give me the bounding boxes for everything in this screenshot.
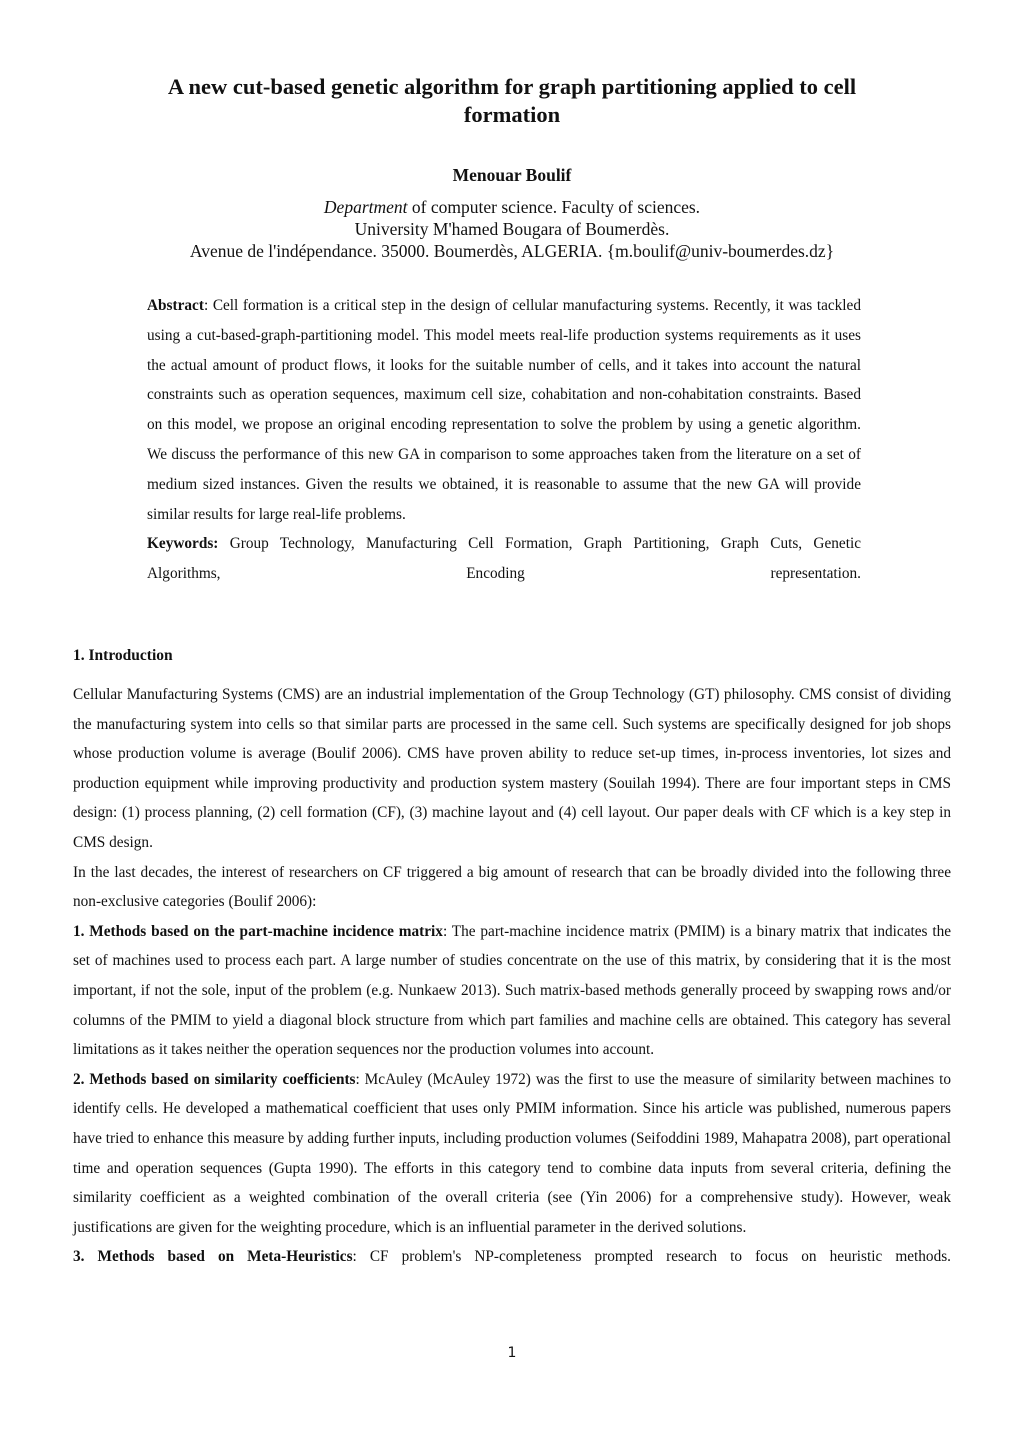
abstract-paragraph: [147, 291, 861, 529]
category-item-2-label: 2. Methods based on similarity coefficients: [73, 1070, 356, 1088]
intro-paragraph-1: Cellular Manufacturing Systems (CMS) are an industrial implementation of the Group Technology (GT) philosophy. CMS consist of dividing the manufacturing system into cells so that similar parts are processed in the same cell. Such systems are specifically designed for job shops whose production volume is average (Boulif 2006). CMS have proven ability to reduce set-up times, in-process inventories, lot sizes and production equipment while improving productivity and production system mastery (Souilah 1994). There are four important steps in CMS design: (1) process planning, (2) cell formation (CF), (3) machine layout and (4) cell layout. Our paper deals with CF which is a key step in CMS design.: [73, 686, 951, 851]
section-heading-introduction: 1. Introduction: [73, 647, 173, 664]
department-rest: of computer science. Faculty of sciences.: [407, 197, 701, 217]
intro-paragraph-2: In the last decades, the interest of researchers on CF triggered a big amount of research that can be broadly divided into the following three non-exclusive categories (Boulif 2006):: [73, 863, 951, 911]
abstract-label: Abstract: [147, 297, 204, 314]
category-item-1-text: : The part-machine incidence matrix (PMIM) is a binary matrix that indicates the set of machines used to process each part. A large number of studies concentrate on the use of this matrix, by considering that it is the most important, if not the sole, input of the problem (e.g. Nunkaew 2013). Such matrix-based methods generally proceed by swapping rows and/or columns of the PMIM to yield a diagonal block structure from which part families and machine cells are obtained. This category has several limitations as it takes neither the operation sequences nor the production volumes into account.: [73, 922, 952, 1059]
paper-title: A new cut-based genetic algorithm for graph partitioning applied to cell formation: [167, 74, 857, 127]
affiliation-block: [130, 196, 894, 262]
affiliation-university: University M'hamed Bougara of Boumerdès.: [354, 219, 670, 239]
abstract-text: : Cell formation is a critical step in the design of cellular manufacturing systems. Recently, it was tackled using a cut-based-graph-partitioning model. This model meets real-life production systems requirements as it uses the actual amount of product flows, it looks for the suitable number of cells, and it takes into account the natural constraints such as operation sequences, maximum cell size, cohabitation and non-cohabitation constraints. Based on this model, we propose an original encoding representation to solve the problem by using a genetic algorithm. We discuss the performance of this new GA in comparison to some approaches taken from the literature on a set of medium sized instances. Given the results we obtained, it is reasonable to assume that the new GA will provide similar results for large real-life problems.: [147, 297, 861, 523]
category-item-2-text: : McAuley (McAuley 1972) was the first to use the measure of similarity between machines to identify cells. He developed a mathematical coefficient that uses only PMIM information. Since his article was published, numerous papers have tried to enhance this measure by adding further inputs, including production volumes (Seifoddini 1989, Mahapatra 2008), part operational time and operation sequences (Gupta 1990). The efforts in this category tend to combine data inputs from several criteria, defining the similarity coefficient as a weighted combination of the overall criteria (see (Yin 2006) for a comprehensive study). However, weak justifications are given for the weighting procedure, which is an influential parameter in the derived solutions.: [73, 1070, 951, 1236]
affiliation-address: Avenue de l'indépendance. 35000. Boumerdès, ALGERIA. {m.boulif@univ-boumerdes.dz}: [189, 241, 835, 261]
introduction-body: [73, 680, 951, 1272]
affiliation-department: [130, 196, 894, 218]
category-item-3-text: : CF problem's NP-completeness prompted research to focus on heuristic methods.: [352, 1248, 951, 1266]
keywords-text: Group Technology, Manufacturing Cell Formation, Graph Partitioning, Graph Cuts, Genetic Algorithms, Encoding representation.: [147, 535, 861, 583]
category-item-2: [73, 1065, 951, 1243]
department-label: Department: [323, 197, 408, 217]
keywords-paragraph: [147, 529, 861, 589]
keywords-label: Keywords:: [147, 535, 219, 553]
abstract-block: [147, 291, 861, 589]
page-number: 1: [507, 1345, 517, 1361]
category-item-1: [73, 917, 951, 1065]
category-item-1-label: 1. Methods based on the part-machine incidence matrix: [73, 922, 443, 940]
category-item-3-label: 3. Methods based on Meta-Heuristics: [73, 1248, 353, 1266]
category-item-3: [73, 1242, 951, 1272]
author-name: Menouar Boulif: [452, 165, 572, 185]
